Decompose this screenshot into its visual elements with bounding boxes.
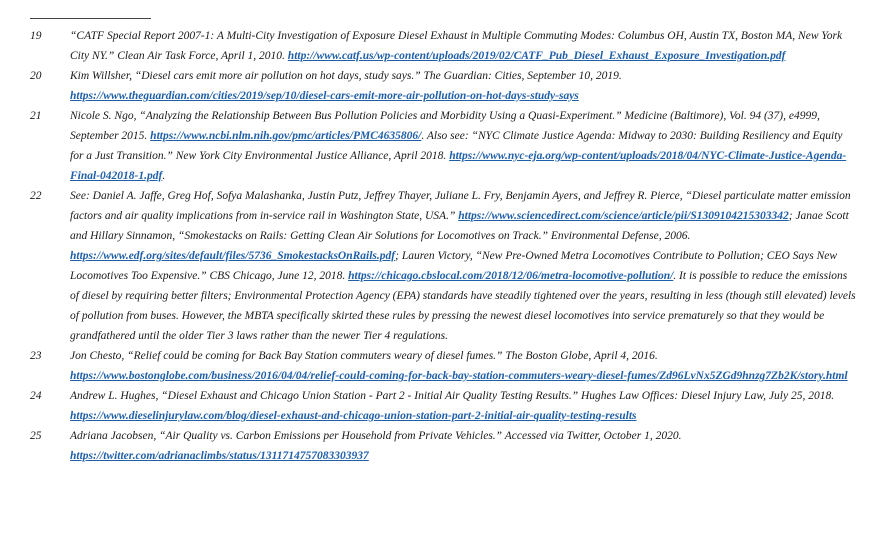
footnote-25 [30,426,856,466]
citation-link[interactable]: http://www.catf.us/wp-content/uploads/2019/02/CATF_Pub_Diesel_Exhaust_Exposure_Investigation.pdf [287,50,786,62]
citation-link[interactable]: https://www.edf.org/sites/default/files/5736_SmokestacksOnRails.pdf [70,250,396,262]
citation-text: Nicole S. Ngo, “Analyzing the Relationship Between Bus Pollution Policies and Morbidity Using a Quasi-Experiment.” Medicine (Baltimore), Vol. 94 (37), e4999, September 2015. [70,110,820,142]
footnote-text [70,66,856,106]
citation-link[interactable]: https://twitter.com/adrianaclimbs/status/1311714757083303937 [70,450,369,462]
footnote-number: 24 [30,390,42,402]
citation-text: . Also see: “NYC Climate Justice Agenda: Midway to 2030: Building Resiliency and Equity for a Just Transition.” New York City Environmental Justice Alliance, April 2018. [70,130,843,162]
footnote-23 [30,346,856,386]
footnote-text [70,26,856,66]
citation-text: ; Lauren Victory, “New Pre-Owned Metra Locomotives Contribute to Pollution; CEO Says New Locomotives Too Expensive.” CBS Chicago, June 12, 2018. [70,250,838,282]
footnote-text [70,386,856,426]
citation-link[interactable]: https://www.dieselinjurylaw.com/blog/diesel-exhaust-and-chicago-union-station-part-2-initial-air-quality-testing-results [70,410,637,422]
footnote-text [70,106,856,186]
footnote-number: 21 [30,110,42,122]
citation-link[interactable]: https://www.ncbi.nlm.nih.gov/pmc/articles/PMC4635806/ [150,130,422,142]
footnote-text [70,186,856,346]
footnote-number: 22 [30,190,42,202]
footnote-separator-rule [30,18,151,19]
footnote-19 [30,26,856,66]
citation-text: “CATF Special Report 2007-1: A Multi-City Investigation of Exposure Diesel Exhaust in Multiple Commuting Modes: Columbus OH, Austin TX, Boston MA, New York City NY.” Clean Air Task Force, April 1, 2010. [70,30,843,62]
citation-text: Andrew L. Hughes, “Diesel Exhaust and Chicago Union Station - Part 2 - Initial Air Quality Testing Results.” Hughes Law Offices: Diesel Injury Law, July 25, 2018. [70,390,835,402]
citation-text: Adriana Jacobsen, “Air Quality vs. Carbon Emissions per Household from Private Vehicles.” Accessed via Twitter, October 1, 2020. [70,430,682,442]
citation-link[interactable]: https://chicago.cbslocal.com/2018/12/06/metra-locomotive-pollution/ [348,270,674,282]
footnote-number: 25 [30,430,42,442]
footnote-20 [30,66,856,106]
citation-link[interactable]: https://www.sciencedirect.com/science/article/pii/S1309104215303342 [458,210,789,222]
citation-text: . [162,170,166,182]
citation-text: See: Daniel A. Jaffe, Greg Hof, Sofya Malashanka, Justin Putz, Jeffrey Thayer, Juliane L. Fry, Benjamin Ayers, and Jeffrey R. Pierce, “Diesel particulate matter emission factors and air quality implications from in-service rail in Washington State, USA.” [70,190,851,222]
citation-text: ; Janae Scott and Hillary Sinnamon, “Smokestacks on Rails: Getting Clean Air Solutions for Locomotives on Track.” Environmental Defense, 2006. [70,210,849,242]
citation-link[interactable]: https://www.bostonglobe.com/business/2016/04/04/relief-could-coming-for-back-bay-station-commuters-weary-diesel-fumes/Zd96LvNx5ZGd9hnzg7Zb2K/story.html [70,370,848,382]
citation-text: Jon Chesto, “Relief could be coming for Back Bay Station commuters weary of diesel fumes.” The Boston Globe, April 4, 2016. [70,350,658,362]
citation-link[interactable]: https://www.nyc-eja.org/wp-content/uploads/2018/04/NYC-Climate-Justice-Agenda-Final-042018-1.pdf [70,150,847,182]
citation-text: Kim Willsher, “Diesel cars emit more air pollution on hot days, study says.” The Guardian: Cities, September 10, 2019. [70,70,622,82]
citation-link[interactable]: https://www.theguardian.com/cities/2019/sep/10/diesel-cars-emit-more-air-pollution-on-hot-days-study-says [70,90,579,102]
footnote-21 [30,106,856,186]
footnote-text [70,426,856,466]
footnote-22 [30,186,856,346]
footnotes-list [30,26,856,466]
footnote-24 [30,386,856,426]
citation-text: . It is possible to reduce the emissions of diesel by requiring better filters; Environmental Protection Agency (EPA) standards have steadily tightened over the years, resulting in less (though still elevated) levels of pollution from buses. However, the MBTA specifically skirted these rules by pressing the newest diesel locomotives into service prematurely so that they would be grandfathered until the older Tier 3 laws rather than the newer Tier 4 regulations. [70,270,856,342]
footnote-number: 20 [30,70,42,82]
footnote-text [70,346,856,386]
footnote-number: 23 [30,350,42,362]
footnote-number: 19 [30,30,42,42]
